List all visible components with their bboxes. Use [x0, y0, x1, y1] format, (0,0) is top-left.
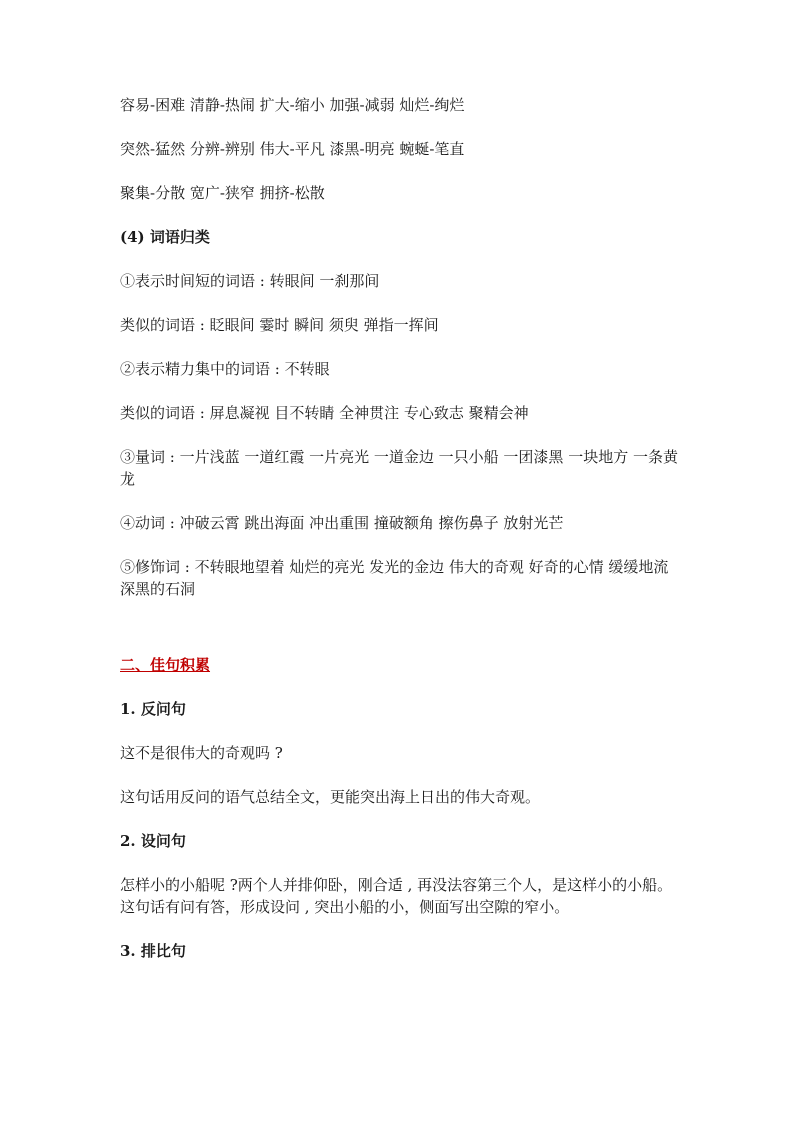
classification-item-5: ③量词 : 一片浅蓝 一道红霞 一片亮光 一道金边 一只小船 一团漆黑 一块地方 一条黄龙 — [120, 448, 678, 488]
classification-item-6: ④动词 : 冲破云霄 跳出海面 冲出重围 撞破额角 擦伤鼻子 放射光芒 — [120, 514, 564, 532]
document-page — [120, 94, 680, 984]
antonym-line-1: 容易-困难 清静-热闹 扩大-缩小 加强-减弱 灿烂-绚烂 — [120, 96, 465, 114]
antonym-line-3: 聚集-分散 宽广-狭窄 拥挤-松散 — [120, 184, 325, 202]
self-question-text: 怎样小的小船呢 ?两个人并排仰卧，刚合适 , 再没法容第三个人，是这样小的小船。 这句话有问有答，形成设问 , 突出小船的小，侧面写出空隙的窄小。 — [120, 876, 677, 916]
classification-item-3: ②表示精力集中的词语 : 不转眼 — [120, 360, 330, 378]
classification-item-7: ⑤修饰词 : 不转眼地望着 灿烂的亮光 发光的金边 伟大的奇观 好奇的心情 缓缓地流 深黑的石洞 — [120, 558, 674, 598]
classification-item-4: 类似的词语 : 屏息凝视 目不转睛 全神贯注 专心致志 聚精会神 — [120, 404, 529, 422]
classification-heading: (4) 词语归类 — [120, 228, 210, 246]
antonym-line-2: 突然-猛然 分辨-辨别 伟大-平凡 漆黑-明亮 蜿蜒-笔直 — [120, 140, 465, 158]
classification-item-1: ①表示时间短的词语 : 转眼间 一刹那间 — [120, 272, 380, 290]
section-title: 二、佳句积累 — [120, 656, 211, 674]
rhetorical-question-heading: 1. 反问句 — [120, 700, 186, 718]
parallelism-heading: 3. 排比句 — [120, 942, 186, 960]
rhetorical-question-example: 这不是很伟大的奇观吗 ? — [120, 744, 283, 762]
classification-item-2: 类似的词语 : 眨眼间 霎时 瞬间 须臾 弹指一挥间 — [120, 316, 439, 334]
self-question-heading: 2. 设问句 — [120, 832, 186, 850]
rhetorical-question-explanation: 这句话用反问的语气总结全文，更能突出海上日出的伟大奇观。 — [120, 788, 541, 806]
